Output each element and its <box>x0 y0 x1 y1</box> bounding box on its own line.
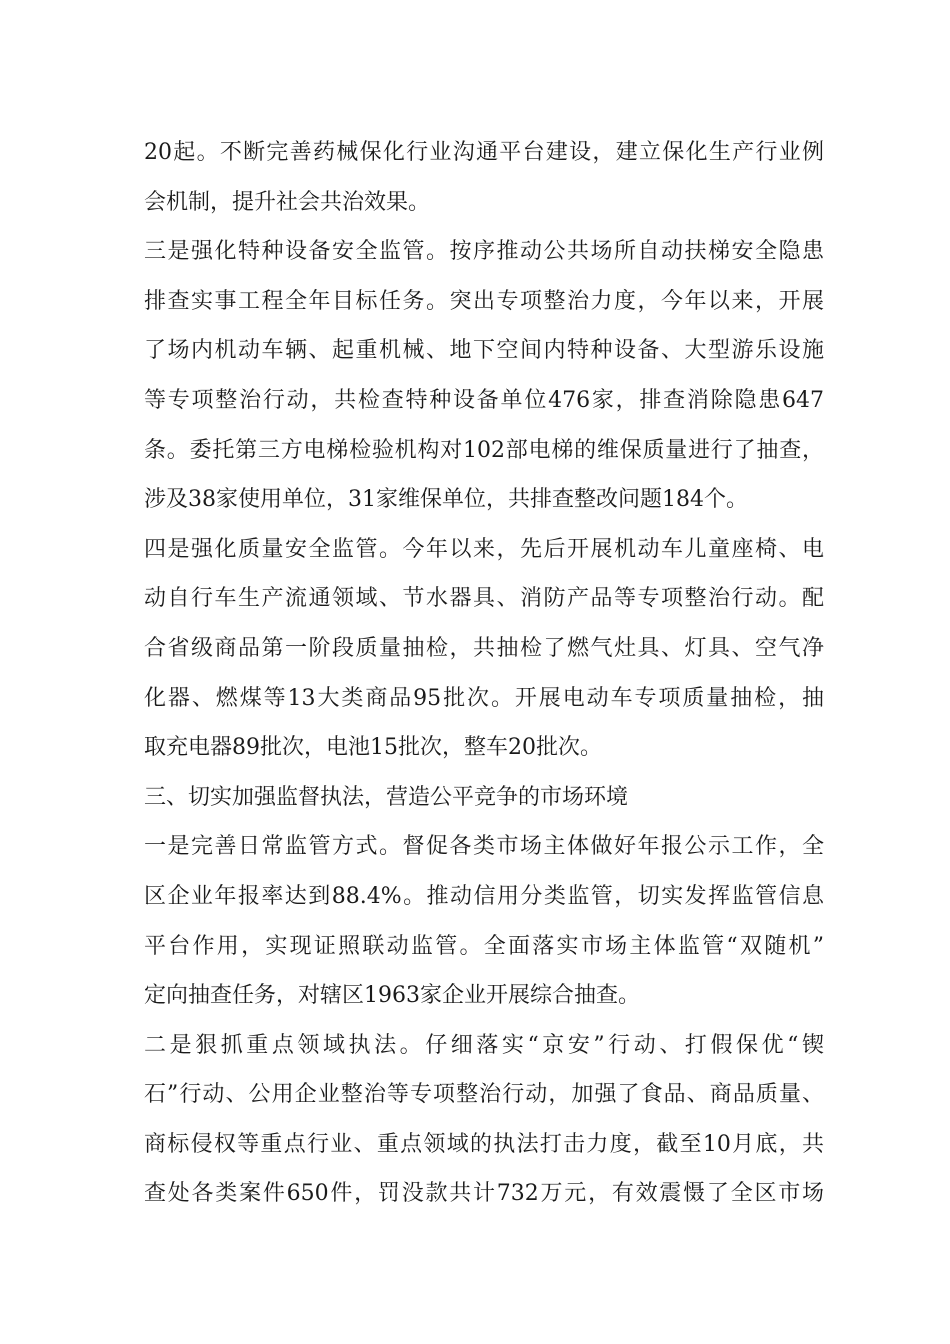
text-line: 石”行动、公用企业整治等专项整治行动，加强了食品、商品质量、 <box>144 1082 824 1108</box>
text-line: 二是狠抓重点领域执法。仔细落实“京安”行动、打假保优“锲 <box>144 1032 824 1058</box>
text-line: 条。委托第三方电梯检验机构对102部电梯的维保质量进行了抽查， <box>144 437 824 463</box>
text-line: 合省级商品第一阶段质量抽检，共抽检了燃气灶具、灯具、空气净 <box>144 635 824 661</box>
text-line: 等专项整治行动，共检查特种设备单位476家，排查消除隐患647 <box>144 387 824 413</box>
text-line: 一是完善日常监管方式。督促各类市场主体做好年报公示工作，全 <box>144 834 824 860</box>
text-line: 化器、燃煤等13大类商品95批次。开展电动车专项质量抽检，抽 <box>144 685 824 711</box>
section-heading: 三、切实加强监督执法，营造公平竞争的市场环境 <box>144 784 629 810</box>
text-line: 取充电器89批次，电池15批次，整车20批次。 <box>144 735 602 761</box>
text-line: 查处各类案件650件，罚没款共计732万元，有效震慑了全区市场 <box>144 1181 824 1207</box>
text-line: 20起。不断完善药械保化行业沟通平台建设，建立保化生产行业例 <box>144 140 824 165</box>
document-body <box>144 128 824 1219</box>
text-line: 涉及38家使用单位，31家维保单位，共排查整改问题184个。 <box>144 487 748 513</box>
text-line: 四是强化质量安全监管。今年以来，先后开展机动车儿童座椅、电 <box>144 536 824 562</box>
text-line: 三是强化特种设备安全监管。按序推动公共场所自动扶梯安全隐患 <box>144 239 824 265</box>
text-line: 了场内机动车辆、起重机械、地下空间内特种设备、大型游乐设施 <box>144 338 824 364</box>
text-line: 定向抽查任务，对辖区1963家企业开展综合抽查。 <box>144 983 640 1009</box>
text-line: 区企业年报率达到88.4%。推动信用分类监管，切实发挥监管信息 <box>144 883 824 909</box>
text-line: 会机制，提升社会共治效果。 <box>144 189 431 215</box>
text-line: 动自行车生产流通领域、节水器具、消防产品等专项整治行动。配 <box>144 586 824 612</box>
text-line: 商标侵权等重点行业、重点领域的执法打击力度，截至10月底，共 <box>144 1131 824 1157</box>
text-line: 平台作用，实现证照联动监管。全面落实市场主体监管“双随机” <box>144 933 824 959</box>
text-line: 排查实事工程全年目标任务。突出专项整治力度，今年以来，开展 <box>144 288 824 314</box>
